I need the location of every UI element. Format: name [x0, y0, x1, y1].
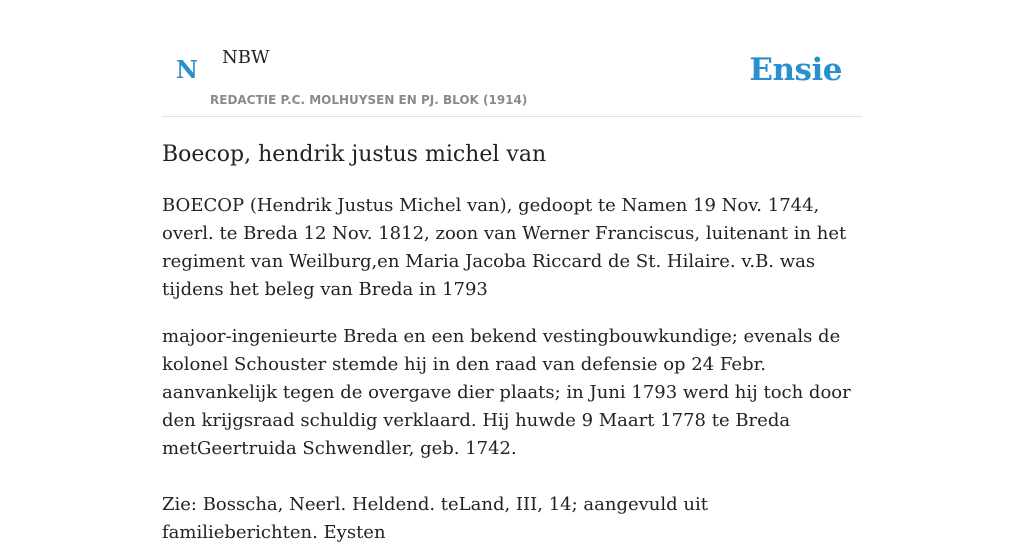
source-subtitle: REDACTIE P.C. MOLHUYSEN EN PJ. BLOK (1914): [210, 93, 528, 107]
brand-logo[interactable]: Ensie: [749, 52, 842, 88]
article-paragraph: BOECOP (Hendrik Justus Michel van), gedoopt te Namen 19 Nov. 1744, overl. te Breda 12 Nov. 1812, zoon van Werner Franciscus, luitenant in het regiment van Weilburg,en Maria Jacoba Riccard de St. Hilaire. v.B. was tijdens het beleg van Breda in 1793: [162, 195, 847, 300]
article-title: Boecop, hendrik justus michel van: [162, 142, 547, 167]
article-paragraph: majoor-ingenieurte Breda en een bekend vestingbouwkundige; evenals de kolonel Schouster stemde hij in den raad van defensie op 24 Febr. aanvankelijk tegen de overgave dier plaats; in Juni 1793 werd hij toch door den krijgsraad schuldig verklaard. Hij huwde 9 Maart 1778 te Breda metGeertruida Schwendler, geb. 1742.: [162, 326, 851, 459]
header: [162, 0, 862, 117]
article-body: [162, 192, 862, 547]
source-name[interactable]: NBW: [222, 47, 270, 68]
source-logo[interactable]: N: [176, 55, 198, 84]
article-references: Zie: Bosscha, Neerl. Heldend. teLand, III, 14; aangevuld uit familieberichten. Eysten: [162, 494, 708, 543]
